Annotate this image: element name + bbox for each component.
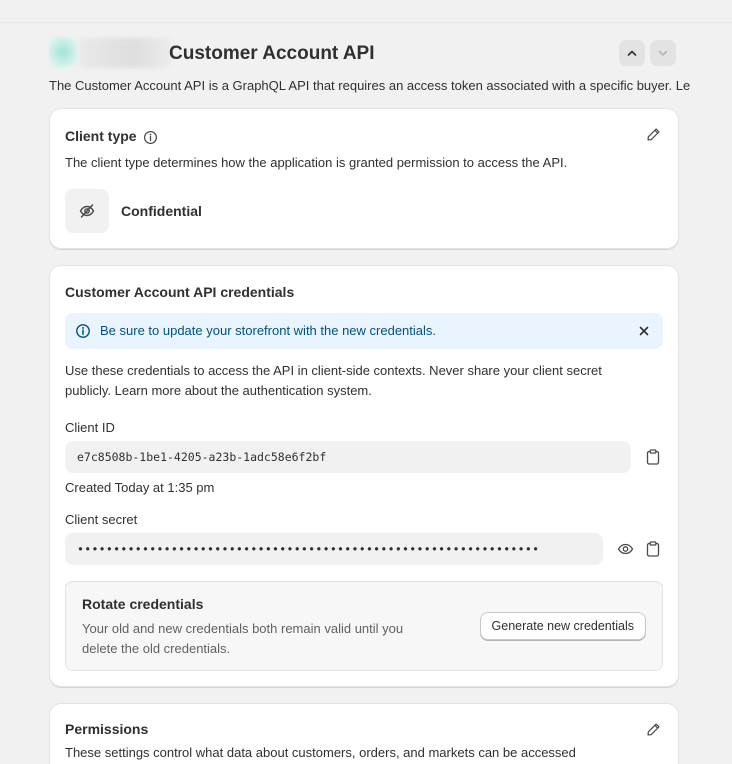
banner-text: Be sure to update your storefront with the new credentials. (100, 323, 437, 338)
created-timestamp: Created Today at 1:35 pm (65, 480, 215, 495)
clipboard-icon (646, 449, 660, 465)
client-type-card (49, 108, 679, 249)
pencil-icon (646, 127, 661, 142)
edit-client-type-button[interactable] (643, 124, 663, 144)
rotate-credentials-panel (65, 581, 663, 671)
confidential-icon-tile (65, 189, 109, 233)
client-type-value: Confidential (121, 203, 202, 219)
dismiss-banner-button[interactable] (635, 322, 653, 340)
clipboard-icon (646, 541, 660, 557)
previous-button[interactable] (619, 40, 645, 66)
credentials-description (65, 361, 602, 401)
page-header (49, 36, 689, 72)
permissions-description: These settings control what data about customers, orders, and markets can be accessed (65, 745, 576, 760)
client-secret-field[interactable]: •••••••••••••••••••••••••••••••••••••••••••••••••••••••••••••••• (65, 533, 603, 565)
show-secret-button[interactable] (615, 539, 635, 559)
client-id-field[interactable]: e7c8508b-1be1-4205-a23b-1adc58e6f2bf (65, 441, 631, 473)
top-bar (0, 0, 732, 23)
client-id-label: Client ID (65, 420, 115, 435)
rotate-credentials-title: Rotate credentials (82, 596, 204, 612)
client-type-description: The client type determines how the application is granted permission to access the API. (65, 155, 568, 170)
credentials-description-line1: Use these credentials to access the API in client-side contexts. Never share your client secret (65, 363, 602, 378)
info-banner (65, 313, 663, 349)
credentials-title: Customer Account API credentials (65, 284, 295, 300)
permissions-title: Permissions (65, 721, 149, 737)
client-secret-label: Client secret (65, 512, 138, 527)
chevron-down-icon (657, 47, 669, 59)
breadcrumb-app-name[interactable] (79, 38, 171, 68)
credentials-description-line2: publicly. Learn more about the authentication system. (65, 383, 372, 398)
info-icon[interactable] (143, 130, 158, 145)
copy-client-secret-button[interactable] (643, 539, 663, 559)
info-circle-icon (75, 323, 91, 342)
rotate-credentials-description (82, 619, 442, 659)
generate-new-credentials-button[interactable]: Generate new credentials (480, 612, 646, 640)
client-type-title: Client type (65, 128, 137, 144)
eye-icon (617, 542, 634, 556)
app-avatar (49, 36, 77, 68)
page-title: Customer Account API (169, 43, 375, 64)
permissions-card (49, 703, 679, 764)
edit-permissions-button[interactable] (643, 719, 663, 739)
eye-slash-icon (78, 202, 96, 220)
rotate-description-line2: delete the old credentials. (82, 641, 231, 656)
pencil-icon (646, 722, 661, 737)
credentials-card (49, 265, 679, 687)
next-button[interactable] (650, 40, 676, 66)
client-type-heading (65, 128, 158, 145)
copy-client-id-button[interactable] (643, 447, 663, 467)
page-description: The Customer Account API is a GraphQL API that requires an access token associated with a specific buyer. Le (49, 78, 691, 93)
close-icon (639, 326, 649, 336)
rotate-description-line1: Your old and new credentials both remain valid until you (82, 621, 404, 636)
chevron-up-icon (626, 47, 638, 59)
